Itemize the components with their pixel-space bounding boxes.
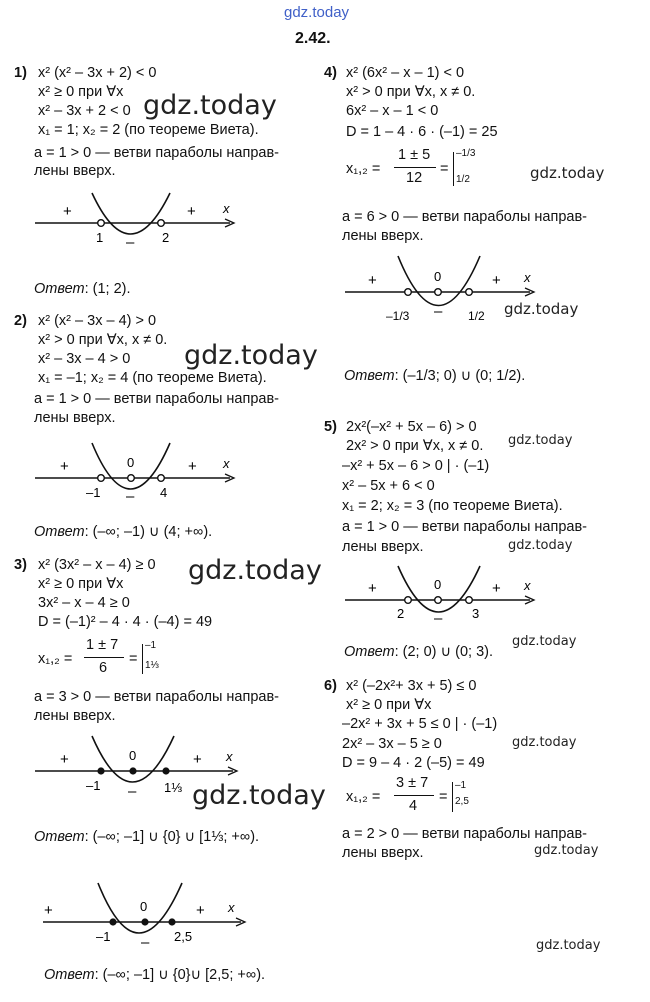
watermark-12: gdz.today: [536, 938, 601, 953]
p4-roots-formula: [346, 146, 506, 196]
p2-zero-point: [128, 475, 135, 482]
p3-root-1-label: –1: [86, 778, 101, 793]
p1-axis-var: x: [223, 201, 230, 216]
p1-left-sign: +: [63, 203, 72, 220]
p5-sign-chart: [340, 560, 540, 628]
p6-line-6: лены вверх.: [342, 845, 424, 861]
p6-number: 6): [324, 678, 337, 694]
p4-root-1-point: [405, 289, 412, 296]
p6-line-0: x² (–2x²+ 3x + 5) ≤ 0: [346, 678, 477, 694]
watermark-11: gdz.today: [534, 843, 599, 858]
p4-line-4: a = 6 > 0 — ветви параболы направ-: [342, 209, 587, 225]
p3-formula-eq: =: [129, 651, 138, 667]
p5-line-2: –x² + 5x – 6 > 0 | · (–1): [342, 458, 490, 474]
p5-line-5: a = 1 > 0 — ветви параболы направ-: [342, 519, 587, 535]
p4-formula-eq: =: [440, 161, 449, 177]
p6-zero-point: [141, 918, 148, 925]
p5-mid-sign: –: [434, 610, 443, 627]
header-site-watermark: gdz.today: [284, 4, 350, 21]
problem-number: 2.42.: [295, 30, 331, 47]
p3-root-2-point: [162, 767, 169, 774]
p4-formula-lhs: x₁,₂ =: [346, 161, 381, 177]
watermark-7: gdz.today: [508, 433, 573, 448]
p4-right-sign: +: [492, 272, 501, 289]
p4-answer-text: : (–1/3; 0) ∪ (0; 1/2).: [394, 368, 526, 384]
p3-line-2: 3x² – x – 4 ≥ 0: [38, 595, 130, 611]
p1-answer-text: : (1; 2).: [84, 281, 131, 297]
p6-axis-var: x: [228, 900, 235, 915]
p4-line-1: x² > 0 при ∀x, x ≠ 0.: [346, 84, 476, 100]
p4-answer: [344, 367, 525, 385]
p2-mid-sign: –: [126, 488, 135, 505]
p4-root-1-label: –1/3: [386, 309, 410, 323]
p6-brace: [452, 782, 453, 812]
p5-number: 5): [324, 419, 337, 435]
p4-root-1: –1/3: [456, 148, 476, 159]
watermark-9: gdz.today: [512, 634, 577, 649]
p1-sign-chart: [30, 185, 240, 250]
p4-zero-label: 0: [434, 269, 442, 284]
p4-line-3: D = 1 – 4 · 6 · (–1) = 25: [346, 124, 498, 140]
p2-line-0: x² (x² – 3x – 4) > 0: [38, 313, 157, 329]
p6-line-3: 2x² – 3x – 5 ≥ 0: [342, 736, 442, 752]
watermark-2: gdz.today: [184, 340, 318, 371]
p3-formula-lhs: x₁,₂ =: [38, 651, 73, 667]
p6-line-1: x² ≥ 0 при ∀x: [346, 697, 432, 713]
p1-root-1-label: 1: [96, 230, 104, 245]
p2-line-2: x² – 3x – 4 > 0: [38, 351, 131, 367]
p2-root-2-point: [158, 475, 165, 482]
watermark-3: gdz.today: [188, 555, 322, 586]
p3-root-2-label: 1⅓: [164, 780, 183, 795]
p6-answer-text: : (–∞; –1] ∪ {0}∪ [2,5; +∞).: [94, 967, 266, 983]
p6-root-1: –1: [455, 780, 467, 791]
p6-formula-lhs: x₁,₂ =: [346, 789, 381, 805]
p3-root-2: 1⅓: [145, 660, 159, 671]
p4-left-sign: +: [368, 272, 377, 289]
p6-right-sign: +: [196, 902, 205, 919]
p5-root-1-label: 2: [397, 606, 405, 621]
p4-formula-denom: 12: [406, 170, 423, 186]
p4-root-2-label: 1/2: [468, 309, 485, 323]
p2-line-1: x² > 0 при ∀x, x ≠ 0.: [38, 332, 168, 348]
p1-line-5: лены вверх.: [34, 163, 116, 179]
p3-line-3: D = (–1)² – 4 · 4 · (–4) = 49: [38, 614, 213, 630]
p2-axis-var: x: [223, 456, 230, 471]
p2-sign-chart: [30, 435, 240, 505]
watermark-4: gdz.today: [192, 780, 326, 811]
p3-number: 3): [14, 557, 27, 573]
p2-root-2-label: 4: [160, 485, 168, 500]
watermark-8: gdz.today: [508, 538, 573, 553]
p3-line-0: x² (3x² – x – 4) ≥ 0: [38, 557, 156, 573]
p4-line-2: 6x² – x – 1 < 0: [346, 103, 439, 119]
p4-root-2: 1/2: [456, 174, 470, 185]
p6-answer: [44, 966, 265, 984]
p3-root-1: –1: [145, 640, 157, 651]
p3-zero-point: [129, 767, 136, 774]
p4-line-5: лены вверх.: [342, 228, 424, 244]
p5-answer-text: : (2; 0) ∪ (0; 3).: [394, 644, 494, 660]
p6-formula-eq: =: [439, 789, 448, 805]
p1-answer-label: Ответ: [34, 281, 85, 297]
p6-root-1-point: [109, 918, 116, 925]
p2-right-sign: +: [188, 458, 197, 475]
p1-line-1: x² ≥ 0 при ∀x: [38, 84, 124, 100]
p4-answer-label: Ответ: [344, 368, 395, 384]
p5-left-sign: +: [368, 580, 377, 597]
p4-axis-var: x: [524, 270, 531, 285]
p2-answer: [34, 523, 212, 541]
p4-line-0: x² (6x² – x – 1) < 0: [346, 65, 465, 81]
p6-root-1-label: –1: [96, 929, 111, 944]
p2-line-4: a = 1 > 0 — ветви параболы направ-: [34, 391, 279, 407]
p2-zero-label: 0: [127, 455, 135, 470]
p3-answer-label: Ответ: [34, 829, 85, 845]
p5-axis-var: x: [524, 578, 531, 593]
p4-zero-point: [435, 289, 442, 296]
p6-mid-sign: –: [141, 934, 150, 950]
p6-line-2: –2x² + 3x + 5 ≤ 0 | · (–1): [342, 716, 498, 732]
p6-left-sign: +: [44, 902, 53, 919]
p4-formula-numer: 1 ± 5: [398, 147, 431, 163]
p3-fraction-bar: [84, 657, 124, 658]
p3-axis-var: x: [226, 749, 233, 764]
p5-line-3: x² – 5x + 6 < 0: [342, 478, 435, 494]
p5-line-4: x₁ = 2; x₂ = 3 (по теореме Виета).: [342, 498, 563, 514]
p6-fraction-bar: [394, 795, 434, 796]
p2-root-1-label: –1: [86, 485, 101, 500]
p2-line-3: x₁ = –1; x₂ = 4 (по теореме Виета).: [38, 370, 267, 386]
p1-number: 1): [14, 65, 27, 81]
p6-formula-numer: 3 ± 7: [396, 775, 429, 791]
p1-line-2: x² – 3x + 2 < 0: [38, 103, 131, 119]
p3-zero-label: 0: [129, 748, 137, 763]
p2-number: 2): [14, 313, 27, 329]
p1-root-1-point: [98, 220, 105, 227]
watermark-5: gdz.today: [530, 164, 605, 182]
p1-answer: [34, 280, 131, 298]
p6-answer-label: Ответ: [44, 967, 95, 983]
p6-root-2: 2,5: [455, 796, 469, 807]
p2-answer-label: Ответ: [34, 524, 85, 540]
p2-left-sign: +: [60, 458, 69, 475]
p3-answer-text: : (–∞; –1] ∪ {0} ∪ [1⅓; +∞).: [84, 829, 260, 845]
p1-root-2-label: 2: [162, 230, 170, 245]
p5-root-2-label: 3: [472, 606, 480, 621]
p1-right-sign: +: [187, 203, 196, 220]
p6-roots-formula: [346, 774, 506, 820]
p1-mid-sign: –: [126, 234, 135, 250]
p1-root-2-point: [158, 220, 165, 227]
p3-mid-sign: –: [128, 783, 137, 800]
p3-left-sign: +: [60, 751, 69, 768]
p5-root-1-point: [405, 597, 412, 604]
p4-brace: [453, 152, 454, 186]
p6-line-5: a = 2 > 0 — ветви параболы направ-: [342, 826, 587, 842]
p5-line-0: 2x²(–x² + 5x – 6) > 0: [346, 419, 477, 435]
p3-brace: [142, 644, 143, 674]
p3-line-4: a = 3 > 0 — ветви параболы направ-: [34, 689, 279, 705]
p5-line-6: лены вверх.: [342, 539, 424, 555]
p6-sign-chart: [38, 875, 253, 950]
p5-zero-point: [435, 597, 442, 604]
p5-line-1: 2x² > 0 при ∀x, x ≠ 0.: [346, 438, 484, 454]
p6-zero-label: 0: [140, 899, 148, 914]
p6-root-2-label: 2,5: [174, 929, 193, 944]
p1-line-4: a = 1 > 0 — ветви параболы направ-: [34, 145, 279, 161]
p4-sign-chart: [340, 250, 540, 342]
p2-line-5: лены вверх.: [34, 410, 116, 426]
p3-right-sign: +: [193, 751, 202, 768]
p3-roots-formula: [38, 636, 198, 682]
p5-root-2-point: [466, 597, 473, 604]
p5-answer: [344, 643, 493, 661]
watermark-1: gdz.today: [143, 90, 277, 121]
p6-root-2-point: [168, 918, 175, 925]
p1-parabola: [92, 193, 170, 234]
p4-root-2-point: [466, 289, 473, 296]
p6-line-4: D = 9 – 4 · 2 (–5) = 49: [342, 755, 485, 771]
p3-formula-numer: 1 ± 7: [86, 637, 119, 653]
p4-number: 4): [324, 65, 337, 81]
p4-mid-sign: –: [434, 303, 443, 320]
p1-line-0: x² (x² – 3x + 2) < 0: [38, 65, 157, 81]
p6-formula-denom: 4: [409, 798, 418, 814]
p4-fraction-bar: [394, 167, 436, 168]
p5-answer-label: Ответ: [344, 644, 395, 660]
p3-line-1: x² ≥ 0 при ∀x: [38, 576, 124, 592]
p5-right-sign: +: [492, 580, 501, 597]
p3-answer: [34, 828, 259, 846]
watermark-10: gdz.today: [512, 735, 577, 750]
p3-root-1-point: [97, 767, 104, 774]
p3-line-5: лены вверх.: [34, 708, 116, 724]
p2-answer-text: : (–∞; –1) ∪ (4; +∞).: [84, 524, 213, 540]
watermark-6: gdz.today: [504, 300, 579, 318]
p2-root-1-point: [98, 475, 105, 482]
p3-formula-denom: 6: [99, 660, 108, 676]
p1-line-3: x₁ = 1; x₂ = 2 (по теореме Виета).: [38, 122, 259, 138]
p5-zero-label: 0: [434, 577, 442, 592]
